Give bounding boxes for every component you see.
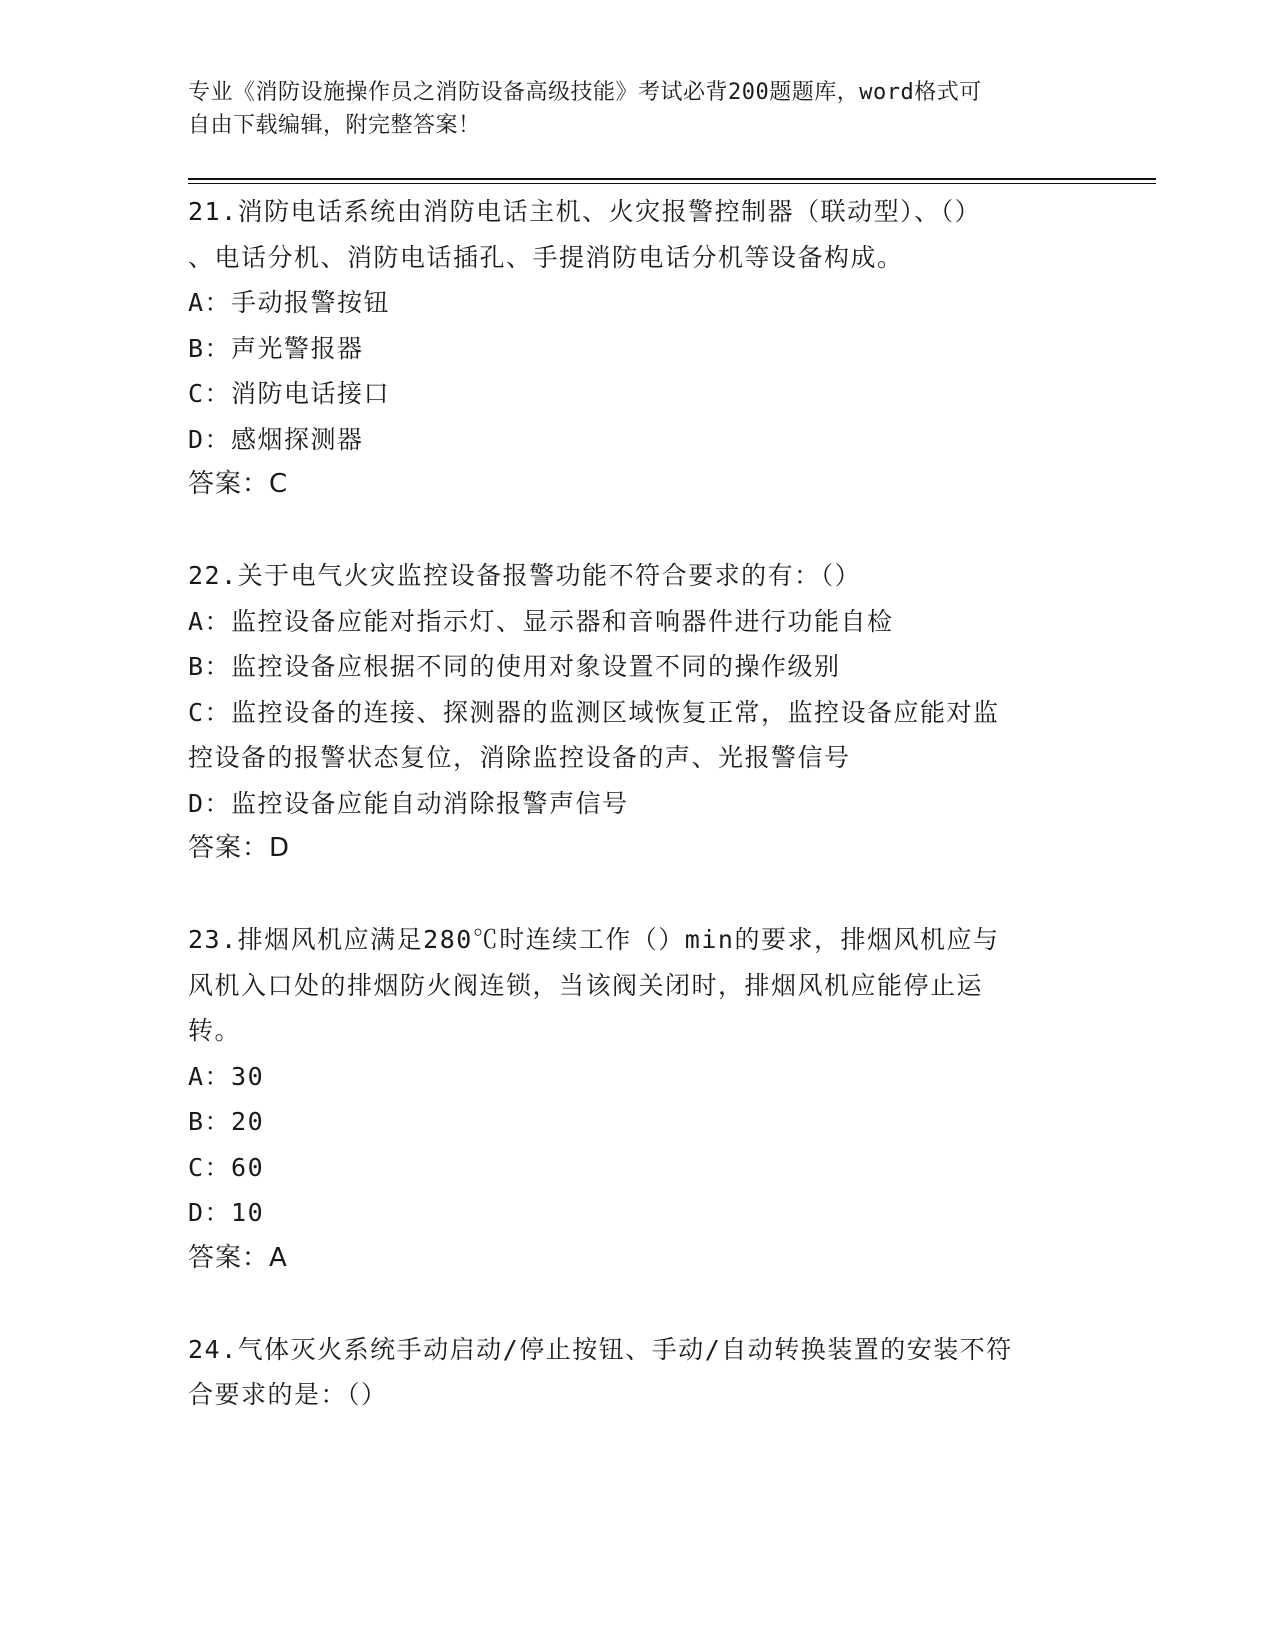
question-block: [188, 917, 1088, 1281]
answer-line: 答案：D: [188, 833, 291, 863]
question-list: [188, 189, 1088, 1463]
question-stem-line: 23.排烟风机应满足280℃时连续工作（）min的要求，排烟风机应与: [188, 925, 1000, 954]
option-line: B：声光警报器: [188, 333, 364, 363]
option-line: D：监控设备应能自动消除报警声信号: [188, 788, 629, 818]
question-stem-line: 22.关于电气火灾监控设备报警功能不符合要求的有：（）: [188, 561, 862, 590]
header-line-2: 自由下载编辑，附完整答案！: [188, 113, 481, 138]
option-line: A：手动报警按钮: [188, 288, 391, 317]
question-block: [188, 1327, 1088, 1418]
question-block: [188, 189, 1088, 508]
question-stem-line: 风机入口处的排烟防火阀连锁，当该阀关闭时，排烟风机应能停止运: [188, 970, 984, 1000]
header-divider-thin: [188, 183, 1156, 184]
answer-line: 答案：C: [188, 469, 289, 499]
option-line: B：20: [188, 1107, 265, 1136]
option-line: D：10: [188, 1198, 265, 1227]
option-line: A：30: [188, 1061, 265, 1091]
option-line: 控设备的报警状态复位，消除监控设备的声、光报警信号: [188, 743, 851, 772]
header-line-1: 专业《消防设施操作员之消防设备高级技能》考试必背200题题库，word格式可: [188, 80, 982, 105]
option-line: C：消防电话接口: [188, 379, 391, 408]
question-stem-line: 转。: [188, 1016, 242, 1045]
header-divider-thick: [188, 178, 1156, 180]
option-line: C：60: [188, 1152, 265, 1182]
question-stem-line: 、电话分机、消防电话插孔、手提消防电话分机等设备构成。: [188, 242, 904, 272]
option-line: B：监控设备应根据不同的使用对象设置不同的操作级别: [188, 652, 841, 681]
answer-line: 答案：A: [188, 1242, 288, 1273]
question-block: [188, 553, 1088, 872]
document-header: [188, 76, 1068, 142]
question-stem-line: 合要求的是：（）: [188, 1380, 388, 1409]
option-line: D：感烟探测器: [188, 424, 364, 454]
option-line: C：监控设备的连接、探测器的监测区域恢复正常，监控设备应能对监: [188, 697, 1000, 727]
question-stem-line: 24.气体灭火系统手动启动/停止按钮、手动/自动转换装置的安装不符: [188, 1334, 1013, 1364]
option-line: A：监控设备应能对指示灯、显示器和音响器件进行功能自检: [188, 606, 894, 636]
question-stem-line: 21.消防电话系统由消防电话主机、火灾报警控制器（联动型）、（）: [188, 197, 982, 226]
